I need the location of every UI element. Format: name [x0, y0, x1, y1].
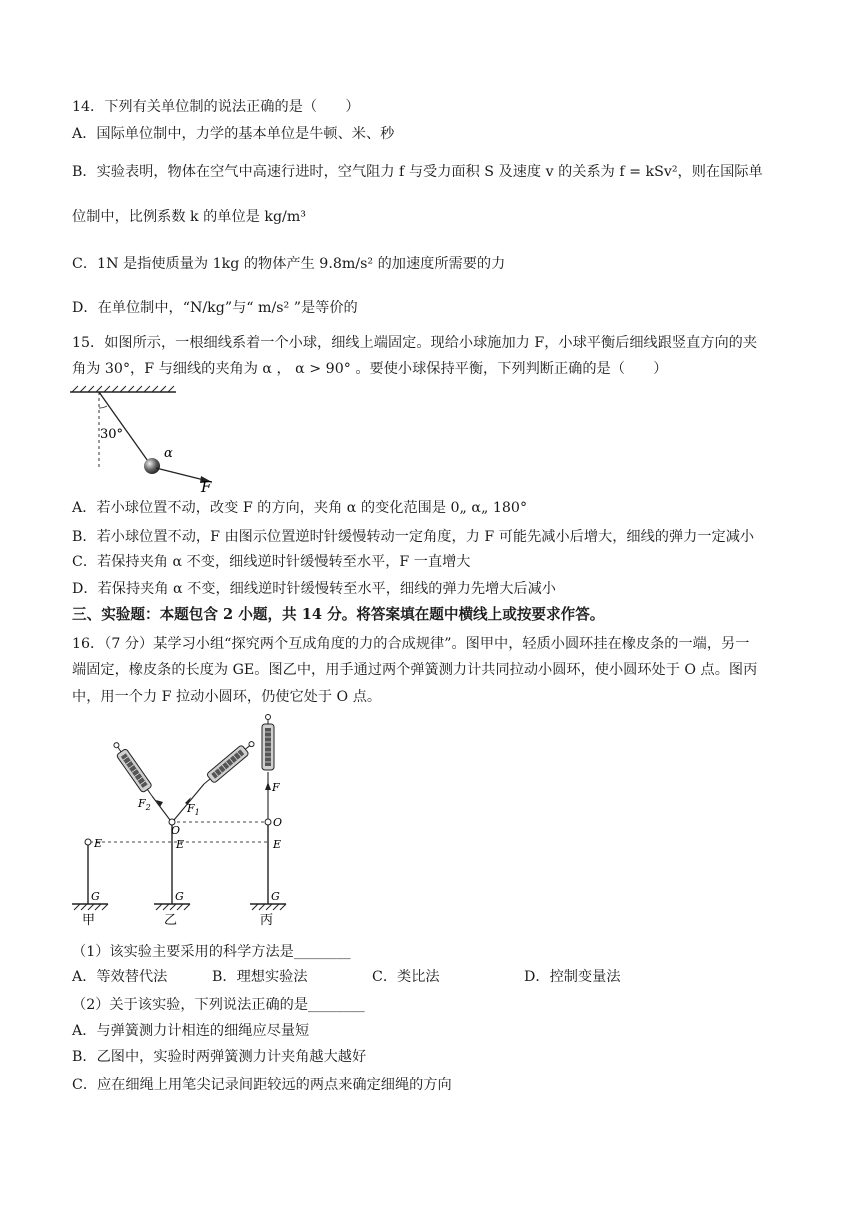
q16-sub2-option-c: C．应在细绳上用笔尖记录间距较远的两点来确定细绳的方向 — [72, 1077, 452, 1093]
q16-stem-line3: 中，用一个力 F 拉动小圆环，仍使它处于 O 点。 — [72, 689, 382, 705]
q15-stem-line1: 15．如图所示，一根细线系着一个小球，细线上端固定。现给小球施加力 F，小球平衡后细线跟竖直方向的夹 — [72, 335, 758, 351]
q14-option-d: D．在单位制中，“N/kg”与“ m/s² ”是等价的 — [72, 300, 358, 316]
q15-option-d: D．若保持夹角 α 不变，细线逆时针缓慢转至水平，细线的弹力先增大后减小 — [72, 581, 556, 597]
yi-label-e: E — [176, 838, 185, 851]
section3-heading: 三、实验题：本题包含 2 小题，共 14 分。将答案填在题中横线上或按要求作答。 — [72, 606, 605, 623]
yi-label-o: O — [171, 824, 181, 837]
q16-sub2-stem: （2）关于该实验，下列说法正确的是________ — [72, 997, 365, 1013]
q15-figure — [66, 384, 236, 494]
q16-sub1-option-b: B．理想实验法 — [212, 969, 308, 985]
q16-stem-line1: 16．（7 分）某学习小组“探究两个互成角度的力的合成规律”。图甲中，轻质小圆环挂在橡皮条的一端，另一 — [72, 636, 750, 652]
yi-label-g: G — [175, 890, 184, 903]
caption-yi: 乙 — [164, 913, 178, 928]
ball — [144, 458, 160, 474]
label-f1: $F_1$ — [187, 802, 200, 817]
force-label: F — [201, 478, 212, 494]
angle-arc — [99, 406, 107, 408]
jia-label-e: E — [94, 837, 103, 850]
q15-option-b: B．若小球位置不动，F 由图示位置逆时针缓慢转动一定角度，力 F 可能先减小后增大，细线的弹力一定减小 — [72, 529, 755, 545]
label-f: F — [272, 781, 280, 794]
q16-stem-line2: 端固定，橡皮条的长度为 GE。图乙中，用手通过两个弹簧测力计共同拉动小圆环，使小圆环处于 O 点。图丙 — [72, 662, 758, 678]
bing-label-o: O — [273, 816, 283, 829]
q16-sub1-option-d: D．控制变量法 — [524, 969, 621, 985]
q14-option-b-line1: B．实验表明，物体在空气中高速行进时，空气阻力 f 与受力面积 S 及速度 v 的关系为 f = kSv²，则在国际单 — [72, 164, 763, 180]
q16-sub1-option-c: C．类比法 — [372, 969, 440, 985]
alpha-label: α — [164, 446, 173, 461]
q14-stem: 14．下列有关单位制的说法正确的是（ ） — [72, 99, 360, 115]
q15-option-a: A．若小球位置不动，改变 F 的方向，夹角 α 的变化范围是 0„ α„ 180° — [72, 500, 528, 516]
q16-sub1-stem: （1）该实验主要采用的科学方法是________ — [72, 944, 351, 960]
figure-yi — [110, 738, 257, 928]
q14-option-b-line2: 位制中，比例系数 k 的单位是 kg/m³ — [72, 209, 306, 225]
q15-option-c: C．若保持夹角 α 不变，细线逆时针缓慢转至水平，F 一直增大 — [72, 554, 471, 570]
bing-label-e: E — [273, 838, 282, 851]
q16-figure — [72, 714, 308, 928]
q16-sub2-option-a: A．与弹簧测力计相连的细绳应尽量短 — [72, 1023, 310, 1039]
figure-bing — [250, 715, 286, 929]
spring-scale-left — [110, 740, 157, 800]
q15-stem-line2: 角为 30°，F 与细线的夹角为 α ， α > 90° 。要使小球保持平衡，下列判断正确的是（ ） — [72, 361, 668, 377]
angle-label: 30° — [100, 427, 124, 442]
force-arrow-line — [156, 468, 204, 480]
q16-sub1-option-a: A．等效替代法 — [72, 969, 168, 985]
ceiling-hatch — [70, 386, 176, 392]
arrow-f — [265, 782, 271, 790]
bing-label-g: G — [271, 890, 280, 903]
q14-option-a: A．国际单位制中，力学的基本单位是牛顿、米、秒 — [72, 126, 395, 142]
caption-bing: 丙 — [260, 913, 274, 928]
spring-scale-right — [200, 738, 257, 789]
caption-jia: 甲 — [82, 913, 96, 928]
jia-label-g: G — [91, 890, 100, 903]
figure-jia — [72, 837, 108, 928]
label-f2: $F_2$ — [138, 797, 151, 812]
spring-scale-vertical — [262, 715, 274, 771]
string-f2 — [152, 796, 170, 820]
q14-option-c: C．1N 是指使质量为 1kg 的物体产生 9.8m/s² 的加速度所需要的力 — [72, 256, 506, 272]
q16-sub2-option-b: B．乙图中，实验时两弹簧测力计夹角越大越好 — [72, 1049, 367, 1065]
